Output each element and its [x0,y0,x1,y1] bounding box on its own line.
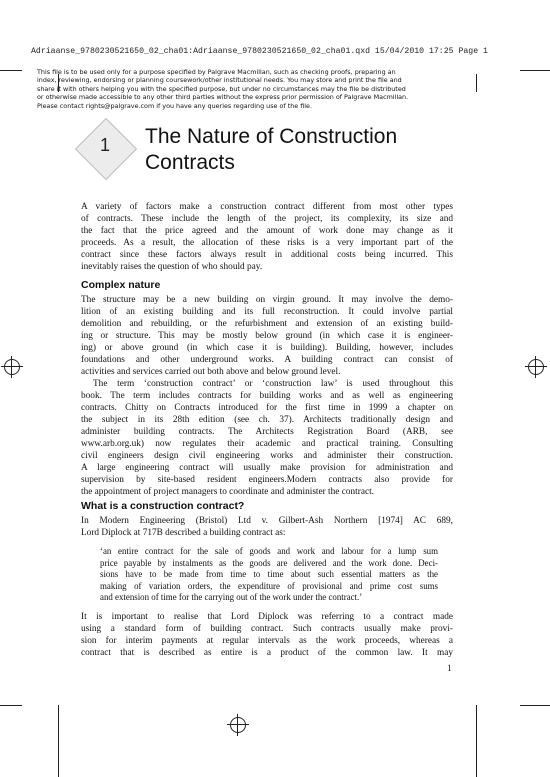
text-line: contract since these factors always result in additional costs being incurred. This [81,249,453,260]
section-heading: What is a construction contract? [81,500,245,512]
text-line: book. The term includes contracts for building works and as well as engineering [81,390,453,401]
text-line: sion for interim payments at regular intervals as the work proceeds, whereas a [81,635,453,646]
page-number: 1 [447,663,452,673]
crop-mark [520,70,550,71]
text-line: lition of an existing building and its full reconstruction. It could involve partial [81,306,453,317]
text-line: the fact that the price agreed and the amount of work done may change as it [81,225,453,236]
text-line: using a standard form of building contract. Such contracts usually make provi- [81,623,453,634]
text-line: www.arb.org.uk) now regulates their academic and practical training. Consulting [81,438,453,449]
text-line: activities and services carried out both above and below ground level. [81,366,341,377]
crop-mark [520,705,550,706]
notice-line: share it with others helping you with the specified purpose, but under no circumstances may the file be distributed [37,84,406,93]
crop-mark [0,705,22,706]
crop-mark [476,705,477,777]
section2-paragraph2 [81,612,453,660]
chapter-title-line: The Nature of Construction [145,125,398,148]
text-line: A large engineering contract will usually make provision for administration and [81,462,453,473]
section1-paragraph2 [81,379,453,499]
text-line: contract that is described as entire is a product of the common law. It may [81,647,453,658]
quote-line: making of variation orders, the expenditure of provisional and prime cost sums [100,580,438,591]
block-quote [100,546,438,604]
text-line: Lord Diplock at 717B described a building contract as: [81,527,286,538]
chapter-number: 1 [99,135,110,155]
notice-line: This file is to be used only for a purpose specified by Palgrave Macmillan, such as checking proofs, preparing an [37,68,396,76]
notice-line: or otherwise made accessible to any other third parties without the express prior permission of Palgrave Macmillan. [37,93,409,102]
section2-paragraph1 [81,516,453,540]
text-line: It is important to realise that Lord Diplock was referring to a contract made [81,612,453,622]
text-line: The structure may be a new building on virgin ground. It may involve the demo- [81,295,453,305]
text-line: of contracts. These include the length of the project, its complexity, its size and [81,213,453,224]
text-line: A variety of factors make a construction contract different from most other types [81,202,453,212]
text-line: civil engineers design civil engineering works and administer their construction. [81,450,453,461]
intro-paragraph [81,202,453,274]
section1-paragraph1 [81,295,453,379]
text-line: ing) or above ground (in which case it is building). Building, however, includes [81,342,453,353]
print-slug: Adriaanse_9780230521650_02_cha01:Adriaanse_9780230521650_02_cha01.qxd 15/04/2010 17:25 Page 1 [31,47,488,56]
registration-mark-icon [525,356,547,378]
notice-line: index, reviewing, endorsing or planning coursework/other institutional needs. You may store and print the file and [37,76,402,85]
text-line: the appointment of project managers to coordinate and administer the contract. [81,486,375,497]
text-line: the subject in its 28th edition (see ch. 37). Architects traditionally design and [81,414,453,425]
crop-mark [0,70,22,71]
text-line: In Modern Engineering (Bristol) Ltd v. Gilbert-Ash Northern [1974] AC 689, [81,516,453,526]
text-line: demolition and rebuilding, or the refurbishment and extension of an existing build- [81,318,453,329]
text-line: inevitably raises the question of who should pay. [81,261,263,272]
notice-line: Please contact rights@palgrave.com if you have any queries regarding use of the file. [37,101,312,110]
text-line: proceeds. As a result, the allocation of these risks is a very important part of the [81,237,453,248]
quote-line: sions have to be made from time to time about such essential matters as the [100,569,438,579]
text-line: administer building contracts. The Architects Registration Board (ARB, see [81,426,453,437]
quote-line: ‘an entire contract for the sale of goods and work and labour for a lump sum [100,546,438,556]
text-line: The term ‘construction contract’ or ‘construction law’ is used throughout this [93,379,453,389]
text-line: foundations and other underground works. A building contract can consist of [81,354,453,365]
registration-mark-icon [1,356,23,378]
chapter-title [145,124,465,176]
section-heading: Complex nature [81,279,161,291]
text-line: ing or structure. This may be mostly below ground (in which case it is engineer- [81,330,453,341]
text-line: contracts. Chitty on Contracts introduced for the first time in 1999 a chapter on [81,402,453,413]
chapter-title-line: Contracts [145,151,235,174]
registration-mark-icon [227,714,249,736]
quote-line: and extension of time for the carrying out of the work under the contract.’ [100,592,363,602]
quote-line: price payable by instalments as the goods are delivered and the work done. Deci- [100,557,438,568]
chapter-number-badge [75,118,135,178]
crop-mark [58,705,59,777]
usage-notice [37,68,477,110]
text-line: supervision by site-based resident engineers.Modern contracts also provide for [81,474,453,485]
